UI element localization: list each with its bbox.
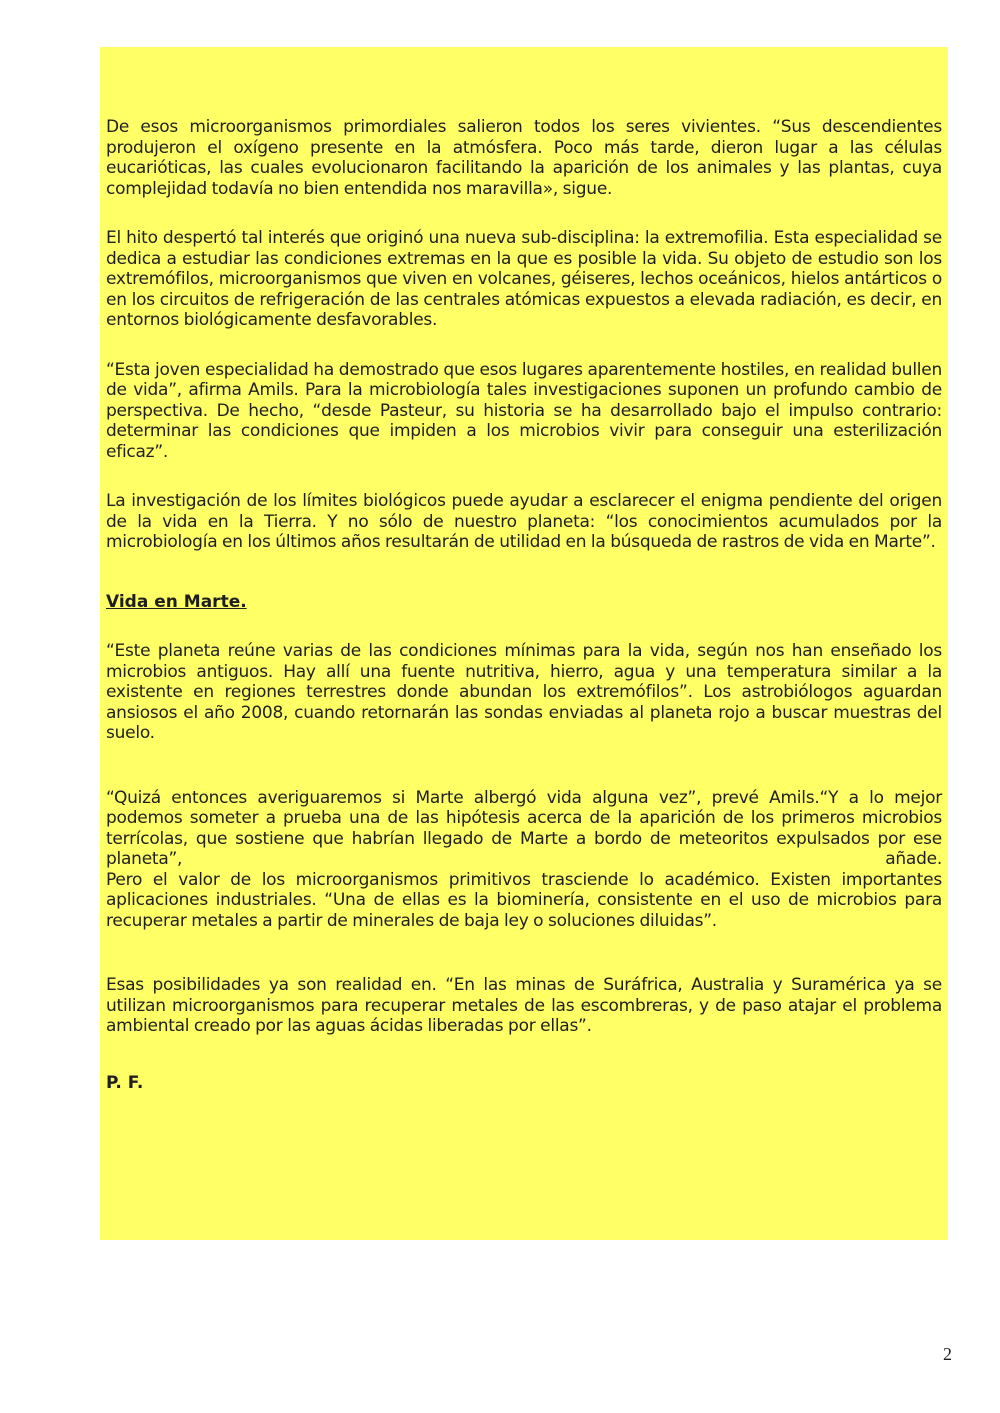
page-number: 2 [943,1344,952,1364]
section-paragraph-4: Esas posibilidades ya son realidad en. “En las minas de Suráfrica, Australia y Suramérica ya se utilizan microorganismos para recuperar metales de las escombreras, y de paso atajar el problema ambiental creado por las aguas ácidas liberadas por ellas”. [106,975,942,1036]
article-body [106,117,942,1093]
section-paragraph-1: “Este planeta reúne varias de las condiciones mínimas para la vida, según nos han enseñado los microbios antiguos. Hay allí una fuente nutritiva, hierro, agua y una temperatura similar a la existente en regiones terrestres donde abundan los extremófilos”. Los astrobiólogos aguardan ansiosos el año 2008, cuando retornarán las sondas enviadas al planeta rojo a buscar muestras del suelo. [106,641,942,743]
paragraph-3: “Esta joven especialidad ha demostrado que esos lugares aparentemente hostiles, en realidad bullen de vida”, afirma Amils. Para la microbiología tales investigaciones suponen un profundo cambio de perspectiva. De hecho, “desde Pasteur, su historia se ha desarrollado bajo el impulso contrario: determinar las condiciones que impiden a los microbios vivir para conseguir una esterilización eficaz”. [106,359,942,462]
paragraph-1: De esos microorganismos primordiales salieron todos los seres vivientes. “Sus descendientes produjeron el oxígeno presente en la atmósfera. Poco más tarde, dieron lugar a las células eucarióticas, las cuales evolucionaron facilitando la aparición de los animales y las plantas, cuya complejidad todavía no bien entendida nos maravilla», sigue. [106,117,942,199]
author-signature: P. F. [106,1072,144,1093]
section-paragraph-3: Pero el valor de los microorganismos primitivos trasciende lo académico. Existen importantes aplicaciones industriales. “Una de ellas es la biominería, consistente en el uso de microbios para recuperar metales a partir de minerales de baja ley o soluciones diluidas”. [106,869,942,931]
section-paragraph-2-group [106,788,942,932]
paragraph-4: La investigación de los límites biológicos puede ayudar a esclarecer el enigma pendiente del origen de la vida en la Tierra. Y no sólo de nuestro planeta: “los conocimientos acumulados por la microbiología en los últimos años resultarán de utilidad en la búsqueda de rastros de vida en Marte”. [106,491,942,552]
section-heading: Vida en Marte. [106,591,247,612]
section-paragraph-2: “Quizá entonces averiguaremos si Marte albergó vida alguna vez”, prevé Amils.“Y a lo mejor podemos someter a prueba una de las hipótesis acerca de la aparición de los primeros microbios terrícolas, que sostiene que habrían llegado de Marte a bordo de meteoritos expulsados por ese planeta”, añade. [106,787,942,869]
paragraph-2: El hito despertó tal interés que originó una nueva sub-disciplina: la extremofilia. Esta especialidad se dedica a estudiar las condiciones extremas en la que es posible la vida. Su objeto de estudio son los extremófilos, microorganismos que viven en volcanes, géiseres, lechos oceánicos, hielos antárticos o en los circuitos de refrigeración de las centrales atómicas expuestos a elevada radiación, es decir, en entornos biológicamente desfavorables. [106,228,942,330]
